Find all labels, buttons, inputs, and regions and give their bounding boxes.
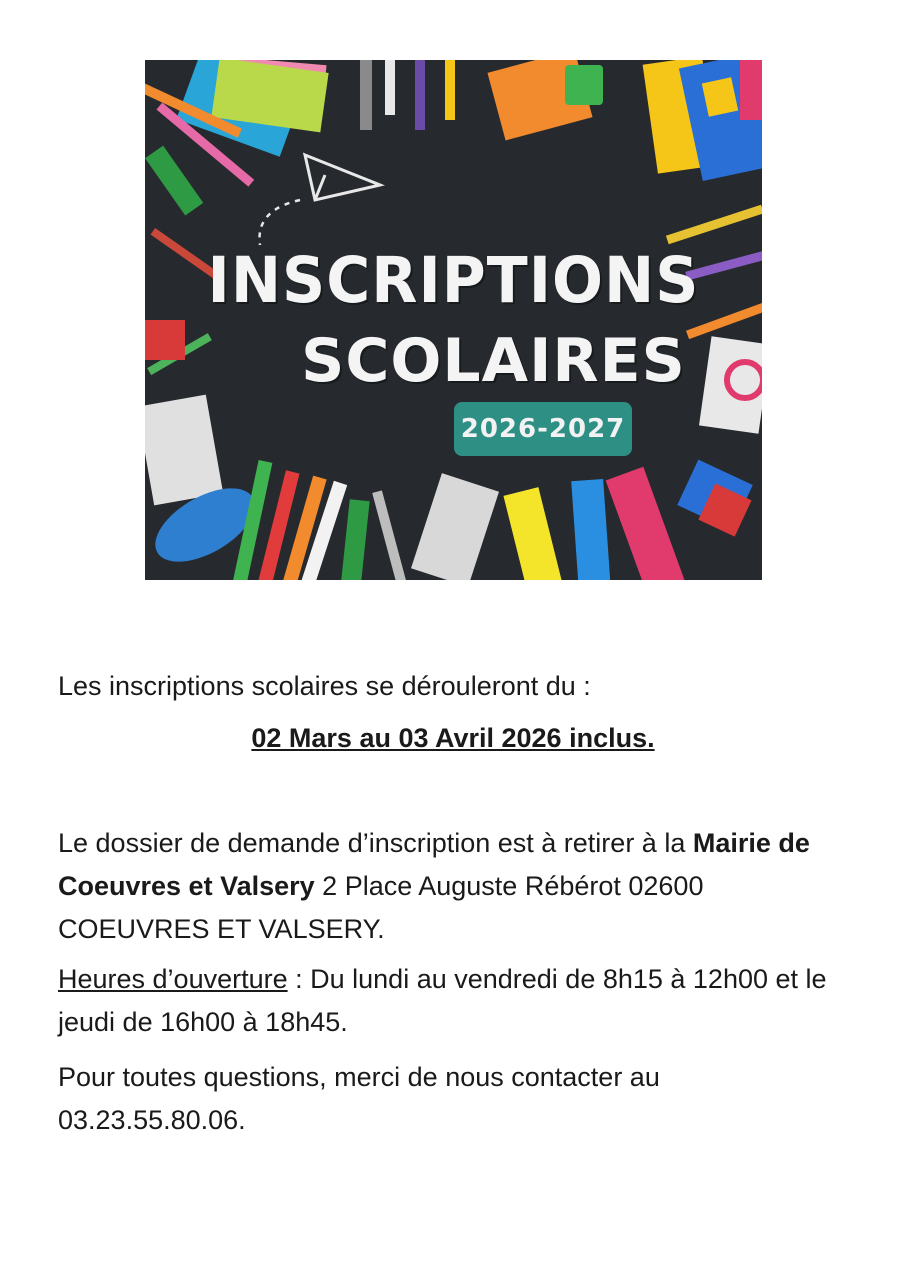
year-badge: 2026-2027 [454, 402, 632, 456]
school-supplies-illustration [145, 60, 762, 580]
intro-text: Les inscriptions scolaires se dérouleront du : [58, 671, 591, 701]
hours-label: Heures d’ouverture [58, 964, 288, 994]
hours-text: : Du lundi au vendredi de 8h15 à 12h00 et le jeudi de 16h00 à 18h45. [58, 964, 827, 1037]
dossier-paragraph [58, 822, 848, 951]
banner-title-line2: SCOLAIRES [301, 326, 686, 396]
mairie-name: Mairie de Coeuvres et Valsery [58, 828, 810, 901]
banner-title-line1: INSCRIPTIONS [207, 244, 700, 318]
mairie-address: 2 Place Auguste Rébérot 02600 COEUVRES ET VALSERY. [58, 871, 704, 944]
contact-paragraph: Pour toutes questions, merci de nous contacter au 03.23.55.80.06. [58, 1062, 660, 1135]
dossier-lead: Le dossier de demande d’inscription est à retirer à la [58, 828, 686, 858]
hours-paragraph [58, 958, 848, 1044]
registration-dates: 02 Mars au 03 Avril 2026 inclus. [251, 723, 655, 753]
banner-image [145, 60, 762, 580]
